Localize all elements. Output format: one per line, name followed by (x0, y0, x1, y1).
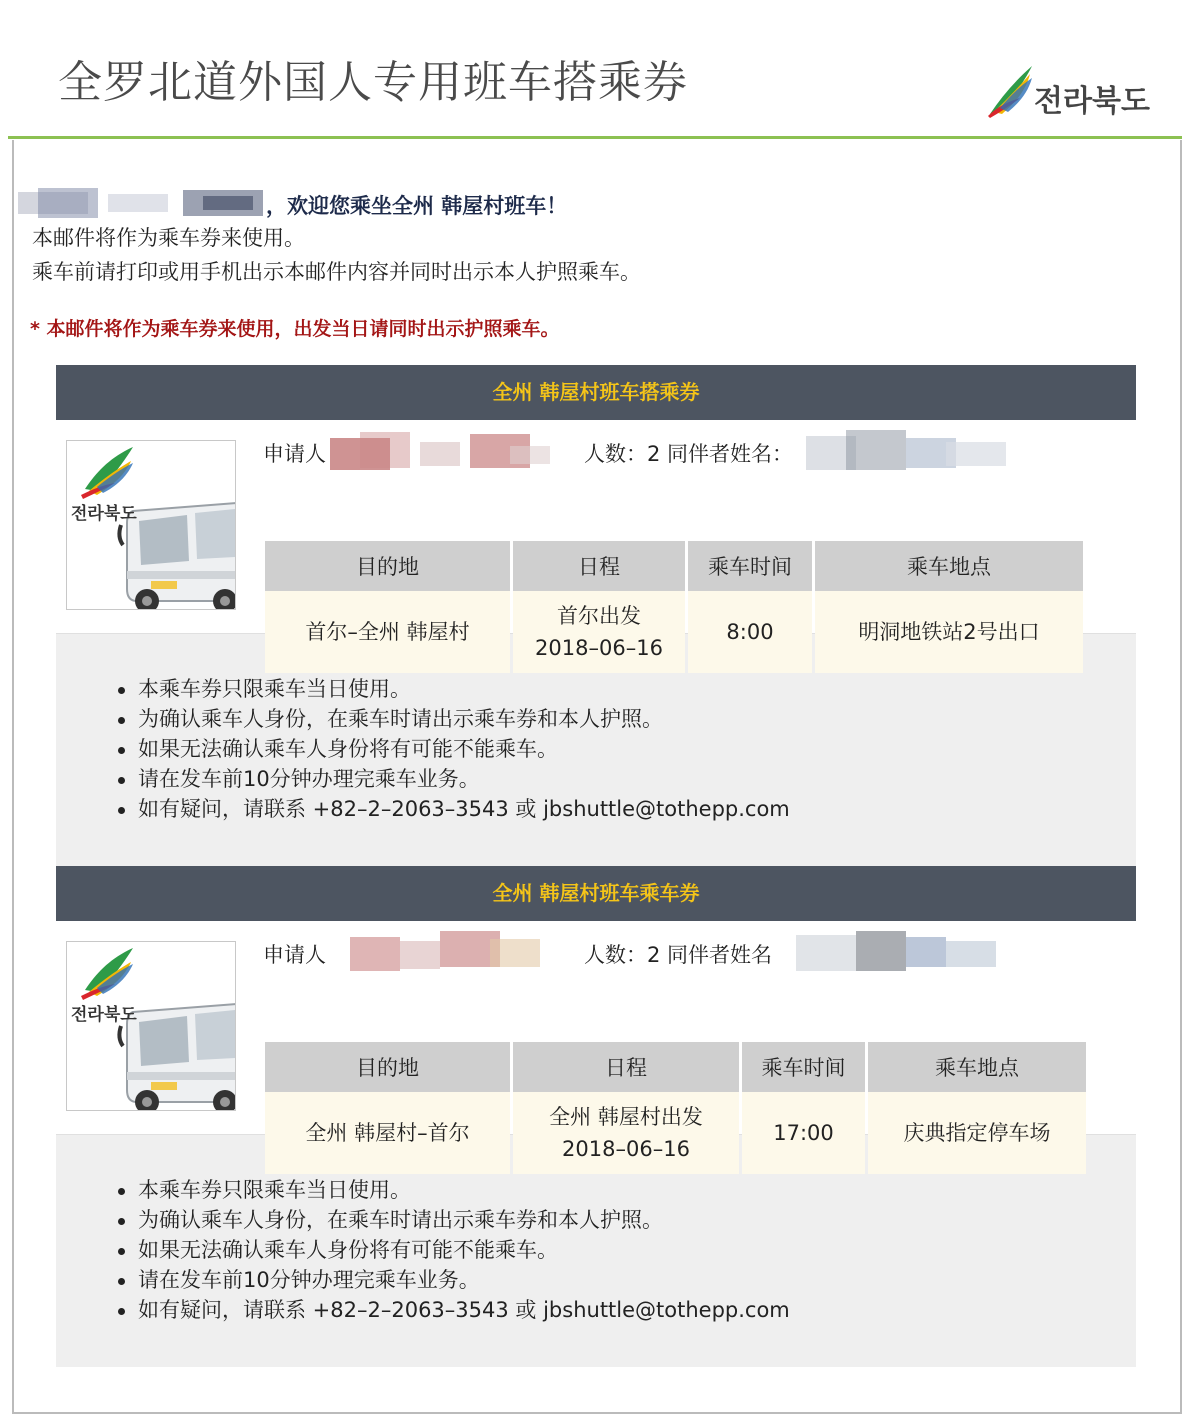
greeting-line (18, 188, 718, 218)
cell-location: 明洞地铁站2号出口 (815, 591, 1083, 673)
column-header-schedule: 日程 (513, 541, 685, 591)
redacted-companion (796, 921, 1016, 981)
cell-destination: 全州 韩屋村–首尔 (265, 1092, 510, 1174)
greeting-text: ，欢迎您乘坐全州 韩屋村班车！ (266, 194, 568, 218)
rule-item: 请在发车前10分钟办理完乘车业务。 (118, 1265, 1136, 1295)
bus-icon (67, 441, 236, 610)
rule-item-contact: 如有疑问，请联系 +82–2–2063–3543 或 jbshuttle@tothepp.com (118, 1295, 1136, 1325)
schedule-date: 2018–06–16 (535, 636, 663, 660)
rule-item: 本乘车券只限乘车当日使用。 (118, 1175, 1136, 1205)
bus-image (66, 941, 236, 1111)
column-header-time: 乘车时间 (742, 1042, 865, 1092)
redacted-companion (796, 420, 1016, 480)
cell-destination: 首尔–全州 韩屋村 (265, 591, 510, 673)
ticket-outbound (56, 365, 1136, 866)
rule-item: 为确认乘车人身份，在乘车时请出示乘车券和本人护照。 (118, 1205, 1136, 1235)
cell-location: 庆典指定停车场 (868, 1092, 1086, 1174)
rule-item: 请在发车前10分钟办理完乘车业务。 (118, 764, 1136, 794)
ticket-body (56, 921, 1136, 1161)
applicant-label: 申请人 (263, 442, 326, 466)
trip-table (262, 1042, 1089, 1174)
ticket-title: 全州 韩屋村班车搭乘券 (56, 365, 1136, 420)
rule-item: 本乘车券只限乘车当日使用。 (118, 674, 1136, 704)
bus-icon (67, 942, 236, 1111)
cell-schedule (513, 1092, 739, 1174)
schedule-date: 2018–06–16 (562, 1137, 690, 1161)
schedule-departure: 全州 韩屋村出发 (549, 1105, 703, 1129)
rule-item: 如果无法确认乘车人身份将有可能不能乘车。 (118, 1235, 1136, 1265)
redacted-name (18, 188, 268, 218)
column-header-location: 乘车地点 (868, 1042, 1086, 1092)
intro-line-2: 乘车前请打印或用手机出示本邮件内容并同时出示本人护照乘车。 (32, 260, 641, 284)
brand-text: 전라북도 (1034, 84, 1150, 119)
rule-item: 为确认乘车人身份，在乘车时请出示乘车券和本人护照。 (118, 704, 1136, 734)
trip-table (262, 541, 1086, 673)
schedule-departure: 首尔出发 (557, 604, 641, 628)
ticket-body (56, 420, 1136, 660)
header-divider (8, 136, 1182, 139)
jeonbuk-logo-icon (986, 62, 1036, 118)
brand-logo (986, 62, 1166, 122)
column-header-location: 乘车地点 (815, 541, 1083, 591)
column-header-destination: 目的地 (265, 1042, 510, 1092)
passenger-count: 人数：2 同伴者姓名： (584, 442, 794, 466)
ticket-return (56, 866, 1136, 1367)
passenger-count: 人数：2 同伴者姓名 (584, 943, 773, 967)
page-title: 全罗北道外国人专用班车搭乘券 (58, 57, 688, 108)
bus-image (66, 440, 236, 610)
bus-image-label: 전라북도 (71, 1005, 137, 1025)
page-header (0, 0, 1200, 140)
ticket-title: 全州 韩屋村班车乘车券 (56, 866, 1136, 921)
applicant-label: 申请人 (263, 943, 326, 967)
redacted-applicant (320, 921, 560, 981)
column-header-destination: 目的地 (265, 541, 510, 591)
intro-line-1: 本邮件将作为乘车券来使用。 (32, 226, 305, 250)
rule-item-contact: 如有疑问，请联系 +82–2–2063–3543 或 jbshuttle@tothepp.com (118, 794, 1136, 824)
passport-notice: * 本邮件将作为乘车券来使用，出发当日请同时出示护照乘车。 (30, 318, 560, 340)
redacted-applicant (320, 420, 560, 480)
column-header-schedule: 日程 (513, 1042, 739, 1092)
bus-image-label: 전라북도 (71, 504, 137, 524)
cell-time: 8:00 (688, 591, 812, 673)
cell-schedule (513, 591, 685, 673)
rule-item: 如果无法确认乘车人身份将有可能不能乘车。 (118, 734, 1136, 764)
cell-time: 17:00 (742, 1092, 865, 1174)
column-header-time: 乘车时间 (688, 541, 812, 591)
